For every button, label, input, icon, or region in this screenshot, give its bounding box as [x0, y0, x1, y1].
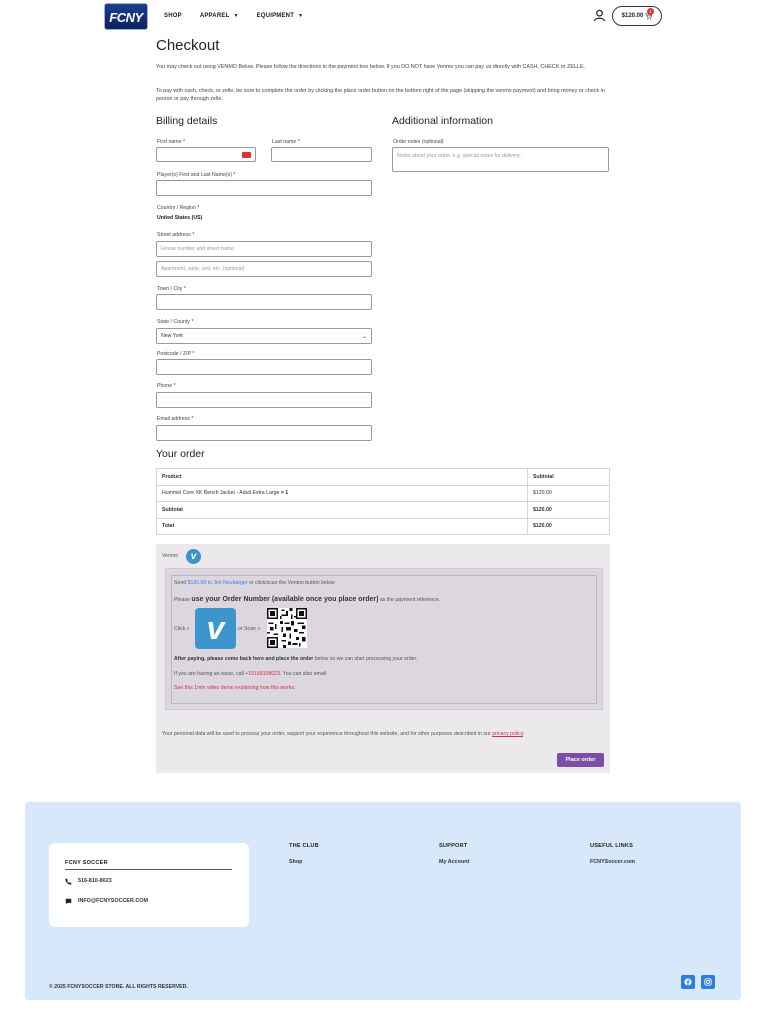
required-mark: *	[197, 205, 200, 211]
additional-info-heading: Additional information	[392, 115, 493, 127]
item-qty: × 1	[280, 490, 289, 497]
page-title: Checkout	[156, 37, 220, 54]
total-label: Total	[157, 518, 528, 535]
nav-item-apparel[interactable]	[200, 13, 239, 19]
label-text: Player(s) First and Last Name(s)	[157, 172, 232, 178]
first-name-label	[157, 139, 185, 145]
country-label	[157, 205, 199, 211]
text: below so we can start processing your order.	[314, 656, 418, 662]
payment-method-label[interactable]: Venmo	[162, 553, 179, 559]
nav-item-shop[interactable]	[164, 13, 182, 19]
phone-icon	[65, 878, 72, 885]
phone-field[interactable]	[156, 392, 372, 408]
text: Send	[174, 580, 187, 586]
label-text: Town / City	[157, 286, 183, 292]
label-text: Last name	[272, 139, 297, 145]
item-name: Hummel Core XK Bench Jacket - Adult Extra Large	[162, 490, 280, 497]
your-order-heading: Your order	[156, 448, 205, 460]
street-label	[157, 232, 194, 238]
label-text: Email address	[157, 416, 190, 422]
state-label	[157, 319, 193, 325]
subtotal-label: Subtotal	[157, 502, 528, 519]
site-logo[interactable]: FCNY	[104, 3, 148, 30]
apartment-field[interactable]	[156, 261, 372, 277]
label-text: State / County	[157, 319, 190, 325]
text-bold: use your Order Number (available once you place order)	[191, 596, 379, 603]
order-notes-label: Order notes (optional)	[393, 139, 444, 145]
text: . You can also email	[280, 671, 327, 677]
phone-label	[157, 383, 176, 389]
required-mark: *	[233, 172, 236, 178]
nav-label: APPAREL	[199, 13, 230, 19]
country-value: United States (US)	[157, 215, 203, 221]
main-nav	[164, 13, 303, 19]
venmo-logo-icon: v	[186, 549, 201, 564]
state-select[interactable]	[156, 328, 372, 344]
nav-label: SHOP	[164, 13, 182, 19]
facebook-icon[interactable]	[681, 975, 695, 989]
email-label	[157, 416, 193, 422]
scan-label: or Scan »	[238, 626, 261, 632]
privacy-policy-link[interactable]: privacy policy	[492, 731, 524, 737]
text-bold: After paying, please come back here and place the order	[174, 656, 314, 662]
item-price: $120.00	[528, 485, 610, 502]
required-mark: *	[173, 383, 176, 389]
placeholder-text: Notes about your order, e.g. special notes for delivery.	[397, 153, 521, 159]
checkout-intro: You may check out using VENMO Below. Please follow the directions in the payment box below. If you DO NOT have Venmo you can pay us directly with CASH, CHECK or ZELLE.	[156, 64, 586, 70]
footer-link-account[interactable]: My Account	[439, 859, 470, 865]
placeholder-text: Apartment, suite, unit, etc. (optional)	[161, 266, 245, 272]
players-name-field[interactable]	[156, 180, 372, 196]
privacy-notice: Your personal data will be used to process your order, support your experience throughout this website, and for other purposes described in our privacy policy.	[162, 731, 525, 737]
instagram-icon[interactable]	[701, 975, 715, 989]
last-name-field[interactable]	[271, 147, 372, 162]
reference-instruction	[174, 596, 440, 603]
send-instruction	[174, 580, 335, 586]
footer-link-shop[interactable]: Shop	[289, 859, 303, 865]
text: or click/scan the Venmo button below	[249, 580, 335, 586]
players-label	[157, 172, 235, 178]
chevron-down-icon: ⌄	[361, 333, 367, 340]
place-order-button[interactable]: Place order	[557, 753, 604, 767]
footer-email[interactable]: INFO@FCNYSOCCER.COM	[78, 898, 148, 904]
required-mark: *	[191, 416, 194, 422]
autofill-icon[interactable]	[242, 152, 251, 158]
label-text: Street address	[157, 232, 191, 238]
nav-label: EQUIPMENT	[256, 13, 295, 19]
subtotal-value: $120.00	[528, 502, 610, 519]
total-value: $120.00	[528, 518, 610, 535]
label-text: First name	[157, 139, 182, 145]
city-label	[157, 286, 186, 292]
first-name-field[interactable]	[156, 147, 256, 162]
label-text: Country / Region	[157, 205, 196, 211]
cart-button[interactable]	[612, 6, 662, 26]
issue-note	[174, 671, 326, 677]
text: If you are having an issue, call	[174, 671, 244, 677]
cart-total: $120.00	[621, 13, 644, 19]
required-mark: *	[297, 139, 300, 145]
label-text: Phone	[157, 383, 173, 389]
col-subtotal: Subtotal	[528, 469, 610, 486]
contact-card	[49, 843, 249, 927]
checkout-instructions: To pay with cash, check, or zelle, be sure to complete the order by clicking the place order button on the bottom right of the page (skipping the venmo payment) and bring money or check in person or pay through zelle.	[156, 88, 605, 102]
footer-phone[interactable]: 516-810-8023	[78, 878, 112, 884]
video-demo-link[interactable]: See this 1min video demo explaining how this works.	[174, 685, 296, 691]
footer-col-title: THE CLUB	[289, 843, 319, 849]
zip-label	[157, 351, 194, 357]
table-header-row	[157, 469, 610, 486]
chat-icon	[65, 898, 72, 905]
footer-col-title: SUPPORT	[439, 843, 468, 849]
required-mark: *	[182, 139, 185, 145]
cart-count-badge: 1	[647, 8, 654, 15]
venmo-pay-button[interactable]: v	[195, 608, 236, 649]
zip-field[interactable]	[156, 359, 372, 375]
order-table	[156, 468, 610, 535]
label-text: Postcode / ZIP	[157, 351, 191, 357]
phone-link[interactable]: +15168108023	[245, 671, 281, 677]
chevron-down-icon: ▼	[298, 13, 304, 19]
city-field[interactable]	[156, 294, 372, 310]
item-cell	[157, 485, 528, 502]
after-paying-note	[174, 656, 417, 662]
table-row	[157, 502, 610, 519]
footer-link-site[interactable]: FCNYSoccer.com	[590, 859, 635, 865]
billing-heading: Billing details	[156, 115, 218, 127]
table-row	[157, 485, 610, 502]
user-account-icon[interactable]	[593, 9, 606, 22]
col-product: Product	[157, 469, 528, 486]
text: Your personal data will be used to process your order, support your experience throughout this website, and for other purposes described in our	[162, 731, 491, 737]
street-address-field[interactable]	[156, 241, 372, 257]
venmo-send-link[interactable]: $120.00 to Jim Neubarger	[187, 580, 248, 586]
chevron-down-icon: ▼	[233, 13, 239, 19]
click-label: Click »	[174, 626, 190, 632]
copyright: © 2025 FCNYSOCCER STORE. ALL RIGHTS RESERVED.	[49, 984, 188, 990]
required-mark: *	[183, 286, 186, 292]
order-notes-textarea[interactable]	[392, 147, 609, 172]
table-row	[157, 518, 610, 535]
venmo-qr-code[interactable]	[267, 608, 307, 648]
required-mark: *	[191, 319, 194, 325]
text: Please	[174, 597, 190, 603]
text: as the payment reference.	[379, 597, 441, 603]
select-value: New York	[161, 333, 183, 339]
footer-brand: FCNY SOCCER	[65, 860, 232, 870]
required-mark: *	[192, 351, 195, 357]
placeholder-text: House number and street name	[161, 246, 234, 252]
last-name-label	[272, 139, 300, 145]
footer-col-title: USEFUL LINKS	[590, 843, 634, 849]
required-mark: *	[192, 232, 195, 238]
email-field[interactable]	[156, 425, 372, 441]
nav-item-equipment[interactable]	[257, 13, 304, 19]
